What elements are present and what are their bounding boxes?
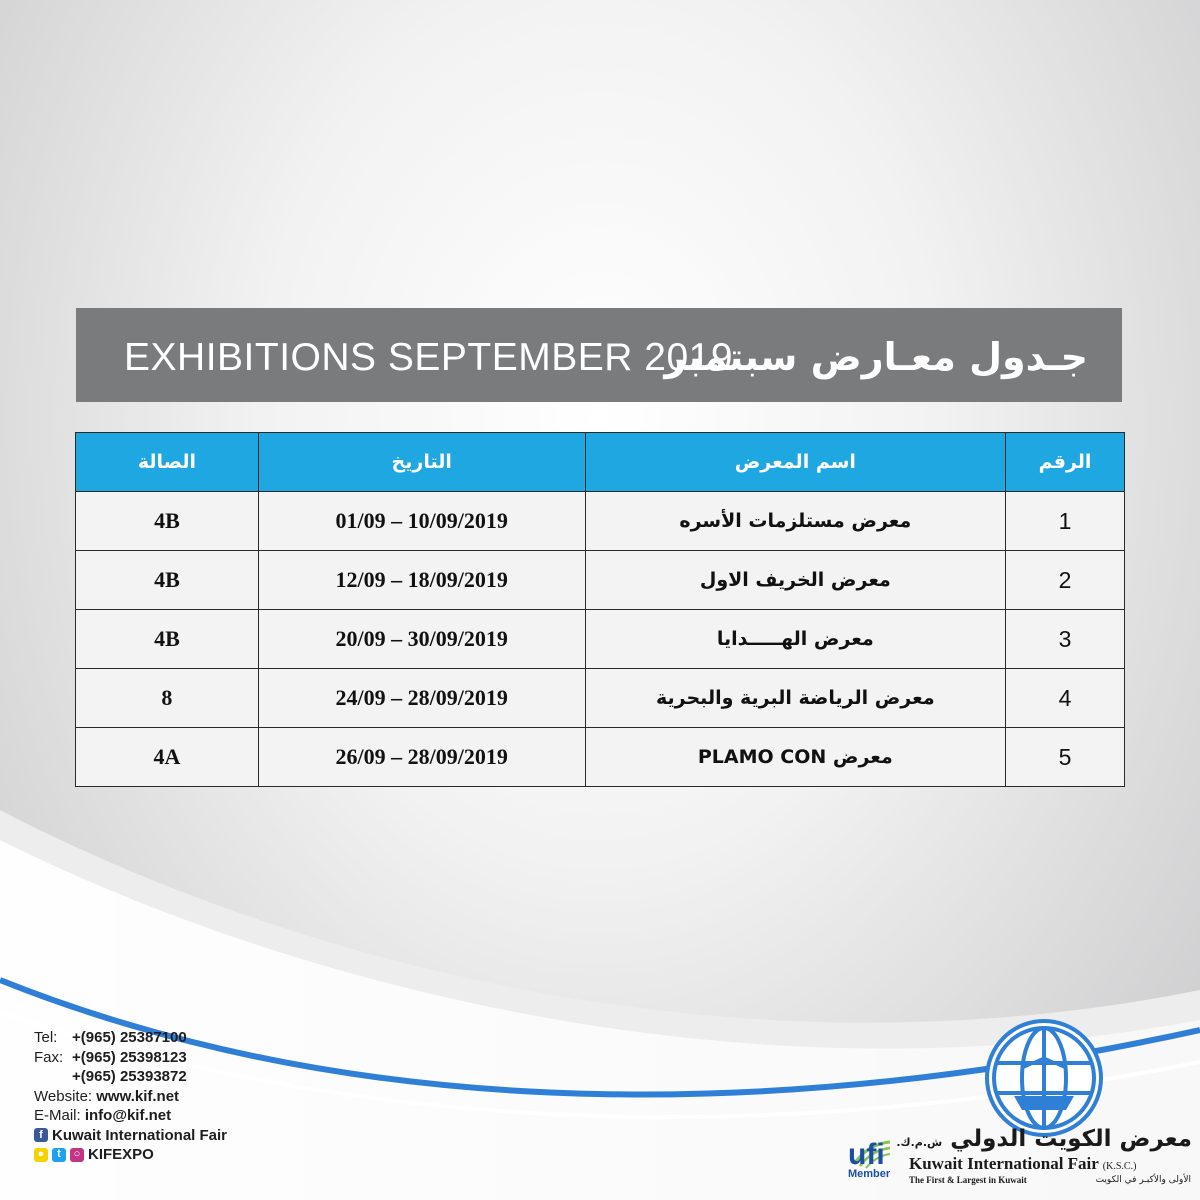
exhibition-name: معرض الخريف الاول	[585, 551, 1006, 610]
table-row	[76, 610, 1125, 669]
fax-label: Fax:	[34, 1048, 64, 1066]
contact-info	[34, 1028, 227, 1165]
brand-name-arabic	[896, 1126, 1192, 1152]
row-number: 5	[1006, 728, 1125, 787]
row-number: 2	[1006, 551, 1125, 610]
tel-row	[34, 1028, 227, 1048]
twitter-icon[interactable]: t	[52, 1148, 66, 1162]
ufi-member-label: Member	[848, 1168, 891, 1180]
tagline-arabic: الأولى والأكبـر في الكويت	[1095, 1175, 1191, 1185]
exhibition-name: معرض الهـــــدايا	[585, 610, 1006, 669]
exhibition-hall: 4A	[76, 728, 259, 787]
exhibition-date: 01/09 – 10/09/2019	[258, 492, 585, 551]
row-number: 3	[1006, 610, 1125, 669]
table-header-row	[76, 433, 1125, 492]
exhibition-hall: 4B	[76, 610, 259, 669]
snapchat-icon[interactable]: ●	[34, 1148, 48, 1162]
column-header-number: الرقم	[1006, 433, 1125, 492]
title-english: EXHIBITIONS SEPTEMBER 2019	[124, 336, 734, 379]
exhibitions-table	[75, 432, 1125, 787]
table-row	[76, 669, 1125, 728]
brand-ksc-english: (K.S.C.)	[1102, 1161, 1137, 1172]
fax-row	[34, 1048, 227, 1068]
tel-number[interactable]: +(965) 25387100	[72, 1029, 187, 1046]
exhibition-name: معرض PLAMO CON	[585, 728, 1006, 787]
row-number: 4	[1006, 669, 1125, 728]
exhibition-date: 12/09 – 18/09/2019	[258, 551, 585, 610]
ufi-wordmark: ufi	[848, 1138, 885, 1171]
exhibition-name: معرض الرياضة البرية والبحرية	[585, 669, 1006, 728]
fax-number-2: +(965) 25393872	[72, 1068, 187, 1085]
brand-name-english	[909, 1154, 1136, 1174]
column-header-hall: الصالة	[76, 433, 259, 492]
exhibition-date: 26/09 – 28/09/2019	[258, 728, 585, 787]
email-link[interactable]: info@kif.net	[84, 1107, 172, 1124]
row-number: 1	[1006, 492, 1125, 551]
kif-globe-logo-icon	[984, 1018, 1104, 1138]
fax-number: +(965) 25398123	[72, 1048, 187, 1066]
exhibition-hall: 4B	[76, 551, 259, 610]
fax-row-2	[34, 1067, 227, 1087]
website-label: Website:	[34, 1087, 93, 1105]
table-row	[76, 551, 1125, 610]
instagram-icon[interactable]: ○	[70, 1148, 84, 1162]
facebook-page-name[interactable]: Kuwait International Fair	[52, 1126, 228, 1144]
table-row	[76, 492, 1125, 551]
brand-tagline	[909, 1175, 1191, 1185]
exhibition-date: 20/09 – 30/09/2019	[258, 610, 585, 669]
social-handle-row	[34, 1145, 227, 1165]
brand-name-arabic-text: معرض الكويت الدولي	[950, 1126, 1192, 1152]
column-header-date: التاريخ	[258, 433, 585, 492]
facebook-icon[interactable]: f	[34, 1128, 48, 1142]
email-label: E-Mail:	[34, 1107, 81, 1124]
website-row	[34, 1087, 227, 1107]
facebook-row	[34, 1126, 227, 1146]
brand-ksc-arabic: ش.م.ك.	[896, 1136, 943, 1149]
ufi-badge	[848, 1140, 890, 1180]
exhibition-date: 24/09 – 28/09/2019	[258, 669, 585, 728]
title-arabic: جـدول معـارض سبتمبر	[664, 335, 1088, 379]
social-handle[interactable]: KIFEXPO	[88, 1146, 154, 1163]
exhibition-hall: 8	[76, 669, 259, 728]
email-row	[34, 1106, 227, 1126]
tel-label: Tel:	[34, 1029, 58, 1046]
brand-name-english-text: Kuwait International Fair	[909, 1154, 1099, 1173]
table-row	[76, 728, 1125, 787]
website-link[interactable]: www.kif.net	[96, 1087, 180, 1105]
exhibition-name: معرض مستلزمات الأسره	[585, 492, 1006, 551]
column-header-exhibition-name: اسم المعرض	[585, 433, 1006, 492]
exhibition-hall: 4B	[76, 492, 259, 551]
tagline-english: The First & Largest in Kuwait	[909, 1175, 1027, 1185]
